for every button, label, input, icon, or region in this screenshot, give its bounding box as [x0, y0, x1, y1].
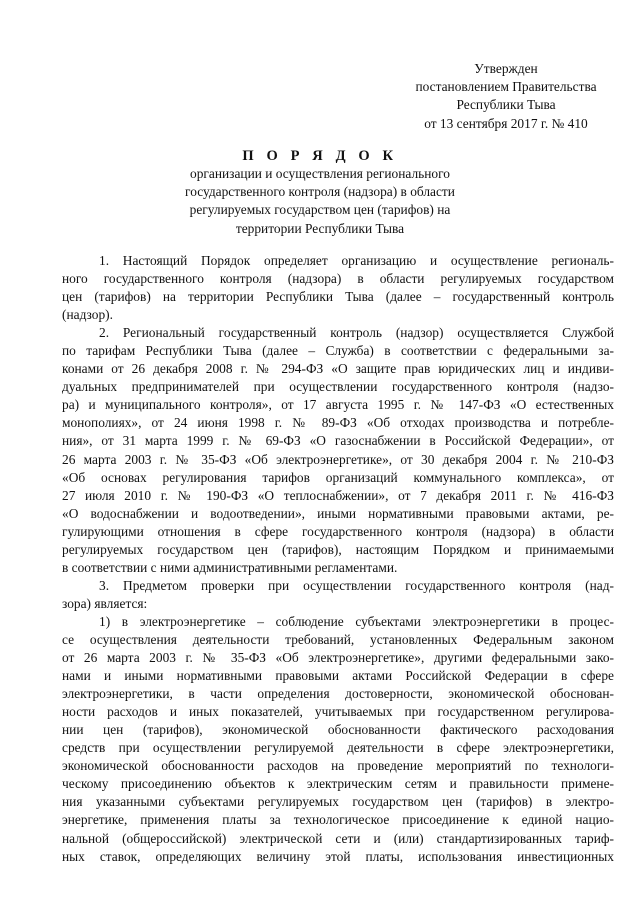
body-line: се осуществления деятельности требований, установленных Федеральным законом	[62, 631, 614, 647]
body-line: энергетике, применения платы за технологическое присоединение к единой нацио-	[62, 812, 614, 828]
body-line: гулирующими отношения в сфере государственного контроля (надзора) в области	[62, 523, 614, 539]
subtitle-line: регулируемых государством цен (тарифов) на	[189, 202, 451, 218]
body-line: 2. Региональный государственный контроль (надзор) осуществляется Службой	[99, 325, 614, 341]
body-line: нами и иными нормативными правовыми актами Российской Федерации в сфере	[62, 668, 614, 684]
body-line: нальной (общероссийской) электрической сети и (или) стандартизированных тариф-	[62, 830, 614, 846]
body-line: средств при осуществлении регулируемой деятельности в сфере электроэнергетики,	[62, 740, 614, 756]
body-line: ния указанными субъектами регулируемых государством цен (тарифов) в электро-	[62, 794, 614, 810]
body-line: «О водоснабжении и водоотведении», иными нормативными правовыми актами, ре-	[62, 505, 614, 521]
body-line: ческому присоединению объектов к электрическим сетям и правильности примене-	[62, 776, 614, 792]
approval-line: Утвержден	[474, 61, 538, 76]
body-line: 1. Настоящий Порядок определяет организацию и осуществление региональ-	[99, 253, 614, 268]
approval-line: постановлением Правительства	[415, 79, 597, 95]
body-line: 1) в электроэнергетике – соблюдение субъектами электроэнергетики в процес-	[99, 613, 614, 629]
body-line: экономической обоснованности расходов на проведение мероприятий по технологи-	[62, 758, 614, 774]
body-line: дуальных предпринимателей при осуществлении государственного контроля (надзо-	[62, 379, 614, 395]
subtitle-line: государственного контроля (надзора) в области	[185, 184, 455, 200]
body-line: ности расходов и иных показателей, учитываемых при государственном регулирова-	[62, 704, 614, 720]
approval-block	[398, 60, 614, 133]
body-line: 27 июля 2010 г. № 190-ФЗ «О теплоснабжении», от 7 декабря 2011 г. № 416-ФЗ	[62, 487, 614, 503]
document-title: П О Р Я Д О К	[242, 148, 398, 164]
body-line: зора) является:	[62, 595, 148, 611]
body-line: от 26 марта 2003 г. № 35-ФЗ «Об электроэнергетике», другими федеральными зако-	[62, 650, 614, 666]
body-line: 3. Предметом проверки при осуществлении государственного контроля (над-	[99, 577, 614, 593]
body-line: регулируемых государством цен (тарифов), настоящим Порядком и принимаемыми	[62, 541, 614, 557]
body-line: 26 марта 2003 г. № 35-ФЗ «Об электроэнергетике», от 30 декабря 2004 г. № 210-ФЗ	[62, 451, 614, 467]
body-line: цен (тарифов) на территории Республики Тыва (далее – государственный контроль	[62, 289, 614, 305]
body-line: ного государственного контроля (надзора) в области регулируемых государством	[62, 271, 614, 287]
body-line: по тарифам Республики Тыва (далее – Служба) в соответствии с федеральными за-	[62, 343, 614, 359]
body-line: конами от 26 декабря 2008 г. № 294-ФЗ «О защите прав юридических лиц и индиви-	[62, 361, 614, 377]
body-line: (надзор).	[62, 307, 113, 323]
body-line: «Об основах регулирования тарифов организаций коммунального комплекса», от	[62, 469, 614, 485]
document-subtitle	[0, 165, 640, 238]
body-line: ния», от 31 марта 1999 г. № 69-ФЗ «О газоснабжении в Российской Федерации», от	[62, 433, 614, 449]
document-body	[62, 252, 614, 866]
approval-line: Республики Тыва	[456, 97, 556, 113]
body-line: ных ставок, определяющих величину этой платы, использования инвестиционных	[62, 848, 614, 864]
body-line: нии цен (тарифов), экономической обоснованности фактического расходования	[62, 722, 614, 738]
approval-line: от 13 сентября 2017 г. № 410	[424, 115, 588, 131]
subtitle-line: территории Республики Тыва	[235, 220, 405, 236]
body-line: монополиях», от 24 июня 1998 г. № 89-ФЗ «Об отходах производства и потребле-	[62, 415, 614, 431]
body-line: электроэнергетики, в части определения достоверности, экономической обоснован-	[62, 686, 614, 702]
body-line: в соответствии с ними административными регламентами.	[62, 559, 398, 575]
body-line: ра) и муниципального контроля», от 17 августа 1995 г. № 147-ФЗ «О естественных	[62, 397, 614, 413]
subtitle-line: организации и осуществления регионального	[190, 166, 450, 181]
